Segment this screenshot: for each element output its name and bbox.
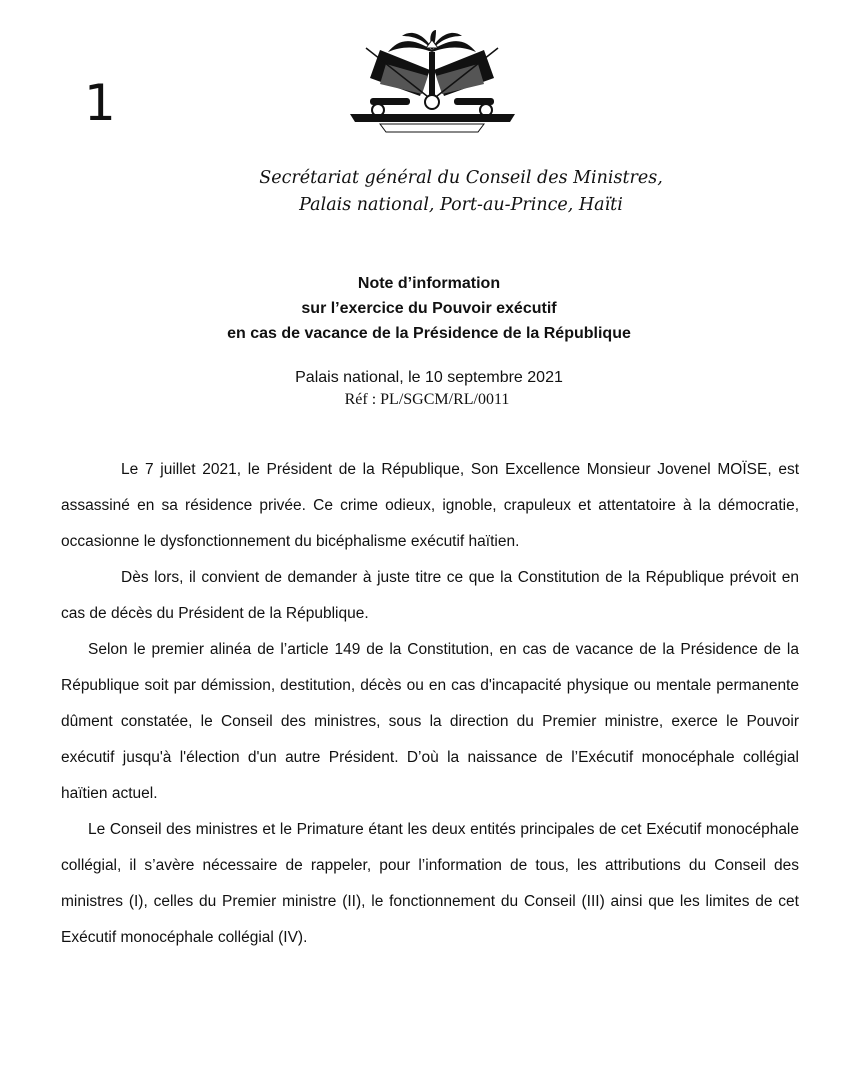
place-and-date: Palais national, le 10 septembre 2021	[295, 369, 563, 386]
document-body	[61, 452, 799, 956]
title-line-2: sur l’exercice du Pouvoir exécutif	[301, 300, 557, 317]
paragraph: Selon le premier alinéa de l’article 149 de la Constitution, en cas de vacance de la Présidence de la République soit par démission, destitution, décès ou en cas d'incapacité physique ou mentale permanente dûment constatée, le Conseil des ministres, sous la direction du Premier ministre, exerce le Pouvoir exécutif jusqu'à l'élection d'un autre Président. D’où la naissance de l’Exécutif monocéphale collégial haïtien actuel.	[61, 641, 799, 802]
document-title	[0, 271, 844, 346]
page-number: 1	[84, 74, 116, 132]
reference-number: Réf : PL/SGCM/RL/0011	[344, 391, 510, 408]
paragraph: Dès lors, il convient de demander à juste titre ce que la Constitution de la République prévoit en cas de décès du Président de la République.	[61, 569, 799, 622]
issuer-line-2: Palais national, Port-au-Prince, Haïti	[299, 195, 623, 215]
paragraph: Le Conseil des ministres et le Primature étant les deux entités principales de cet Exécutif monocéphale collégial, il s’avère nécessaire de rappeler, pour l’information de tous, les attributions du Conseil des ministres (I), celles du Premier ministre (II), le fonctionnement du Conseil (III) ainsi que les limites de cet Exécutif monocéphale collégial (IV).	[61, 821, 799, 946]
issuer-block	[0, 165, 844, 219]
haiti-coat-of-arms-icon	[340, 30, 525, 135]
paragraph: Le 7 juillet 2021, le Président de la République, Son Excellence Monsieur Jovenel MOÏSE, est assassiné en sa résidence privée. Ce crime odieux, ignoble, crapuleux et attentatoire à la démocratie, occasionne le dysfonctionnement du bicéphalisme exécutif haïtien.	[61, 461, 799, 550]
title-line-1: Note d’information	[357, 275, 501, 292]
issuer-line-1: Secrétariat général du Conseil des Ministres,	[259, 168, 663, 188]
dateline	[0, 367, 844, 411]
title-line-3: en cas de vacance de la Présidence de la République	[227, 325, 631, 342]
